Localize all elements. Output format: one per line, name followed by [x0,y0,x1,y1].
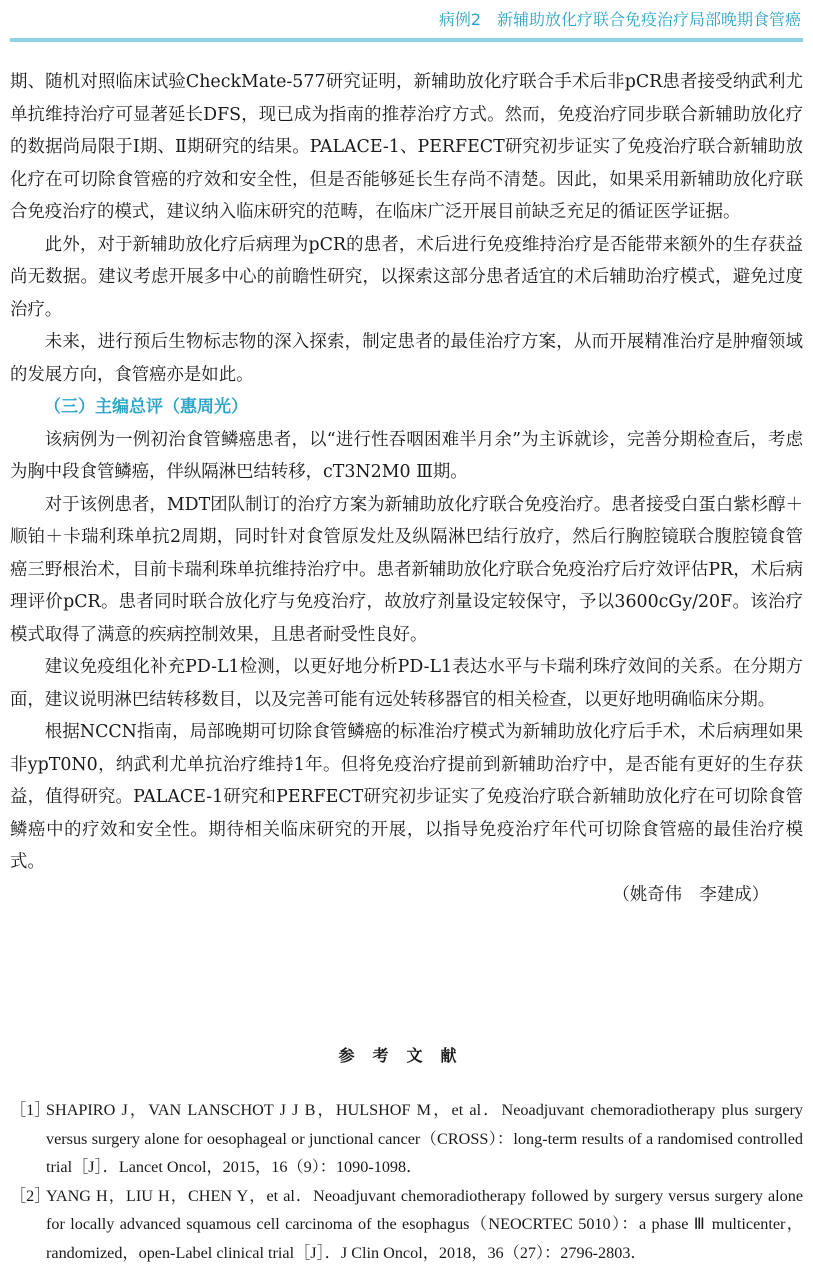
reference-item [10,1182,803,1268]
paragraph-4: 该病例为一例初治食管鳞癌患者，以“进行性吞咽困难半月余”为主诉就诊，完善分期检查后，考虑为胸中段食管鳞癌，伴纵隔淋巴结转移，cT3N2M0 Ⅲ期。 [10,429,803,482]
references-heading: 参考文献 [338,1046,475,1065]
running-header-title: 病例2 新辅助放化疗联合免疫治疗局部晚期食管癌 [438,10,801,29]
paragraph-1: 期、随机对照临床试验CheckMate-577研究证明，新辅助放化疗联合手术后非pCR患者接受纳武利尤单抗维持治疗可显著延长DFS，现已成为指南的推荐治疗方式。然而，免疫治疗同步联合新辅助放化疗的数据尚局限于Ⅰ期、Ⅱ期研究的结果。PALACE-1、PERFECT研究初步证实了免疫治疗联合新辅助放化疗在可切除食管癌的疗效和安全性，但是否能够延长生存尚不清楚。因此，如果采用新辅助放化疗联合免疫治疗的模式，建议纳入临床研究的范畴，在临床广泛开展目前缺乏充足的循证医学证据。 [10,72,803,222]
author-signature: （姚奇伟 李建成） [612,884,769,905]
section-subheading: （三）主编总评（惠周光） [44,397,248,417]
reference-item [10,1096,803,1182]
reference-number: ［1］ [10,1101,51,1119]
paragraph-6: 建议免疫组化补充PD-L1检测，以更好地分析PD-L1表达水平与卡瑞利珠疗效间的关系。在分期方面，建议说明淋巴结转移数目，以及完善可能有远处转移器官的相关检查，以更好地明确临床分期。 [10,657,803,710]
reference-number: ［2］ [10,1186,51,1205]
reference-text: SHAPIRO J，VAN LANSCHOT J J B，HULSHOF M，et al．Neoadjuvant chemoradiotherapy plus surgery versus surgery alone for oesophageal or junctional cancer（CROSS）：long-term results of a randomised controlled trial［J］．Lancet Oncol，2015，16（9）：1090-1098． [46,1101,803,1176]
paragraph-5: 对于该例患者，MDT团队制订的治疗方案为新辅助放化疗联合免疫治疗。患者接受白蛋白紫杉醇＋顺铂＋卡瑞利珠单抗2周期，同时针对食管原发灶及纵隔淋巴结行放疗，然后行胸腔镜联合腹腔镜食管癌三野根治术，目前卡瑞利珠单抗维持治疗中。患者新辅助放化疗联合免疫治疗后疗效评估PR，术后病理评价pCR。患者同时联合放化疗与免疫治疗，故放疗剂量设定较保守，予以3600cGy/20F。该治疗模式取得了满意的疾病控制效果，且患者耐受性良好。 [10,494,803,645]
page-header [10,8,803,42]
references-list [10,1096,803,1267]
reference-text: YANG H，LIU H，CHEN Y，et al．Neoadjuvant chemoradiotherapy followed by surgery versus surgery alone for locally advanced squamous cell carcinoma of the esophagus（NEOCRTEC 5010）：a phase Ⅲ multicenter，randomized，open-Label clinical trial［J］．J Clin Oncol，2018，36（27）：2796-2803． [46,1186,803,1262]
paragraph-3: 未来，进行预后生物标志物的深入探索，制定患者的最佳治疗方案，从而开展精准治疗是肿瘤领域的发展方向，食管癌亦是如此。 [10,332,803,385]
paragraph-7: 根据NCCN指南，局部晚期可切除食管鳞癌的标准治疗模式为新辅助放化疗后手术，术后病理如果非ypT0N0，纳武利尤单抗治疗维持1年。但将免疫治疗提前到新辅助治疗中，是否能有更好的生存获益，值得研究。PALACE-1研究和PERFECT研究初步证实了免疫治疗联合新辅助放化疗在可切除食管鳞癌中的疗效和安全性。期待相关临床研究的开展，以指导免疫治疗年代可切除食管癌的最佳治疗模式。 [10,722,803,872]
paragraph-2: 此外，对于新辅助放化疗后病理为pCR的患者，术后进行免疫维持治疗是否能带来额外的生存获益尚无数据。建议考虑开展多中心的前瞻性研究，以探索这部分患者适宜的术后辅助治疗模式，避免过度治疗。 [10,234,803,320]
header-rule [10,38,803,42]
body-text [10,66,803,911]
